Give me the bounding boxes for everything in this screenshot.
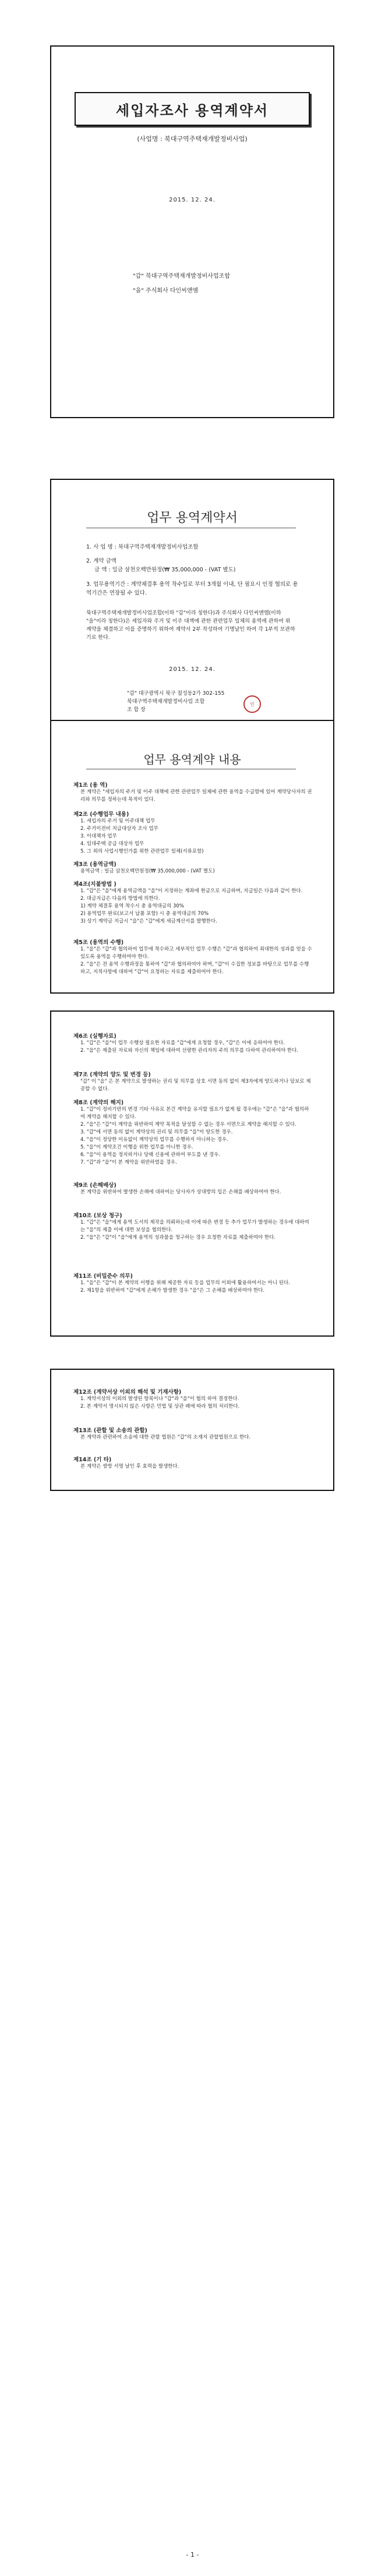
section-text: 1. "을"은 "갑"이 본 계약의 이행을 위해 제공한 자료 등을 업무의 이외에 활용하여서는 아니 된다. 2. 제1항을 위반하여 "갑"에게 손해가 발생한 경우 "을"은 그 손해를 배상하여야 한다. xyxy=(80,1280,290,1294)
contract-item-1: 1. 사 업 명 : 북대구역주택재개발정비사업조합 xyxy=(86,544,199,550)
terms-title: 업무 용역계약 내용 xyxy=(143,752,241,766)
terms-page-2 xyxy=(50,1010,334,1337)
cover-page xyxy=(50,45,334,418)
section-heading: 제14조 (기 타) xyxy=(73,1457,112,1463)
contract-item-2: 2. 계약 금액 xyxy=(86,558,116,564)
section-heading: 제5조 (용역의 수행) xyxy=(73,939,124,946)
seal-a: 인 xyxy=(243,695,261,713)
section-text: 1. "을"은 "갑"과 협의하여 업무에 착수하고 세부적인 업무 수행은 "갑"과 협의하여 최대한의 성과를 얻을 수 있도록 용역을 수행하여야 한다. 2. "을"은 전 용역 수행과정을 통하여 "갑"과 협의하여야 하며, "갑"이 수집한 정보를 바탕으로 업무를 수행하고, 지적사항에 대하여 "갑"이 요청하는 자료를 제출하여야 한다. xyxy=(80,946,312,975)
section-text: 본 계약을 위반하여 발생한 손해에 대하여는 당사자가 상대방의 입은 손해를 배상하여야 한다. xyxy=(80,1189,281,1195)
sig-a-line-1: "갑" 대구광역시 북구 칠성동2가 302-155 xyxy=(127,691,225,697)
section-text: 1. "갑"은 "을"이 업무 수행상 필요한 자료를 "갑"에게 요청할 경우, "갑"은 이에 응하여야 한다. 2. "을"은 제출된 자료와 자신의 책임에 대하여 선량한 관리자의 주의 의무를 다하여 관리하여야 한다. xyxy=(80,1040,298,1054)
signature-party-a xyxy=(127,690,224,714)
section-heading: 제12조 (계약서상 이외의 해석 및 기재사항) xyxy=(73,1389,182,1395)
section-text: 1. 세입자의 주거 및 이주대책 업무 2. 주거이전비 지급대상자 조사 업무 3. 이대책자 업무 4. 임대주택 공급 대상자 업무 5. 그 외의 사업시행인가를 위한 관련업무 일체(서류포함) xyxy=(80,818,204,854)
section-heading: 제13조 (관할 및 소송의 관할) xyxy=(73,1427,147,1434)
section-heading: 제9조 (손해배상) xyxy=(73,1182,116,1189)
cover-subtitle: (사업명 : 북대구역주택재개발정비사업) xyxy=(137,135,248,143)
section-text: 용역금액 : 일금 삼천오백만원정(₩ 35,000,000 - (VAT 별도) xyxy=(80,868,215,874)
section-heading: 제8조 (계약의 해지) xyxy=(73,1100,124,1106)
section-text: 본 계약과 관련하여 소송에 대한 관할 법원은 "갑"의 소재지 관할법원으로 한다. xyxy=(80,1434,251,1440)
cover-party-b: "을" 주식회사 다인씨앤엠 xyxy=(133,288,199,294)
section-heading: 제1조 (용 역) xyxy=(73,782,108,789)
section-text: "갑" 이 "을" 은 본 계약으로 발생하는 권리 및 의무를 상호 서면 동의 없이 제3자에게 양도하거나 담보로 제공할 수 없다. xyxy=(80,1079,311,1092)
section-heading: 제2조 (수행업무 내용) xyxy=(73,811,129,818)
section-heading: 제10조 (보상 청구) xyxy=(73,1213,122,1219)
cover-title: 세입자조사 용역계약서 xyxy=(75,92,310,126)
terms-page-3 xyxy=(50,1369,334,1491)
section-text: 1. "갑"은 "을"에게 용역 도서의 제작을 의뢰하는데 이에 따른 변경 등 추가 업무가 발생하는 경우에 대하여는 "을"의 제출 이에 대한 보상을 협의한다. 2. "을"은 "갑"이 "을"에게 용역의 성과물을 청구하는 경우 요청한 자료를 제출하여야 한다. xyxy=(80,1220,309,1241)
section-heading: 제4조(지불방법 ) xyxy=(73,881,116,888)
sig-a-line-2: 북대구역주택재개발정비사업 조합 xyxy=(127,699,205,705)
section-heading: 제7조 (계약의 양도 및 변경 등) xyxy=(73,1072,151,1078)
terms-page-1 xyxy=(50,720,334,994)
page-number: - 1 - xyxy=(186,2551,199,2559)
section-heading: 제6조 (실행자료) xyxy=(73,1033,116,1040)
contract-date: 2015. 12. 24. xyxy=(169,666,216,673)
section-text: 1. 계약서상의 이외의 발생된 항목이나 "갑"과 "을"이 협의 하여 결정한다. 2. 본 계약서 명시되지 않은 사항은 민법 및 상관 례에 따라 협의 처리한다. xyxy=(80,1396,240,1409)
cover-date: 2015. 12. 24. xyxy=(169,197,216,203)
section-heading: 제3조 (용역금액) xyxy=(73,861,116,868)
contract-item-3: 3. 업무용역기간 : 계약체결후 용역 착수일로 부터 3개월 이내, 단 필요시 인정 협의로 용역기간은 연장될 수 있다. xyxy=(86,581,298,596)
contract-title: 업무 용역계약서 xyxy=(147,511,238,525)
cover-party-a: "갑" 북대구역주택재개발정비사업조합 xyxy=(133,273,230,280)
section-text: 본 계약은 쌍방 서명 날인 후 효력을 발생한다. xyxy=(80,1464,179,1469)
section-heading: 제11조 (비밀준수 의무) xyxy=(73,1273,133,1280)
section-text: 본 계약은 "세입자의 주거 및 이주 대책에 관한 관련업무 일체에 관한 용역을 수급함에 있어 계약당사자의 권리와 의무를 정하는데 목적이 있다. xyxy=(80,789,312,803)
section-text: 1. "갑"은 "을"에게 용역금액을 "을"이 지정하는 계좌에 현금으로 지급하며, 지급일은 다음과 같이 한다. 2. 대금지급은 다음의 방법에 의한다. 1) 계약 체결후 용역 착수시 총 용역대금의 30% 2) 용역업무 완료(보고서 납품 포함) 시 총 용역대금의 70% 3) 상기 계약금 지급시 "을"은 "갑"에게 세금계산서를 발행한다. xyxy=(80,888,303,924)
contract-item-amount: 금 액 : 일금 삼천오백만원정(₩ 35,000,000 - (VAT 별도) xyxy=(94,567,236,573)
section-text: 1. "갑"이 정비기반의 변경 기타 사유로 본건 계약을 유지할 필요가 없게 될 경우에는 "갑"은 "을"과 협의하여 계약을 해지할 수 있다. 2. "을"은 "갑"이 계약을 위반하여 계약 목적을 달성할 수 없는 경우 서면으로 계약을 해지할 수 있다. 3. "갑"에 서면 동의 없이 계약상의 권리 및 의무를 "을"이 양도한 경우. 4. "을"이 정당한 이유없이 계약상의 업무를 수행하지 아니하는 경우. 5. "을"이 계약조건 이행을 위한 업무를 아니한 경우. 6. "을"이 용역을 정지하거나 당해 신용에 관하여 부도를 낸 경우. 7. "갑"과 "을"이 본 계약을 위반하였을 경우. xyxy=(80,1107,309,1165)
contract-body: 북대구역주택재개발정비사업조합(이하 "갑"이라 칭한다)과 주식회사 다인씨앤엠(이하 "을"이라 칭한다)은 세입자와 주거 및 이주 대책에 관한 관련업무 일체의 용역에 관하여 위 계약을 체결하고 이를 증명하기 위하여 계약서 2부 작성하여 기명날인 하여 각 1부씩 보관하기로 한다. xyxy=(86,610,295,641)
sig-a-line-3: 조 합 장 xyxy=(127,707,146,713)
